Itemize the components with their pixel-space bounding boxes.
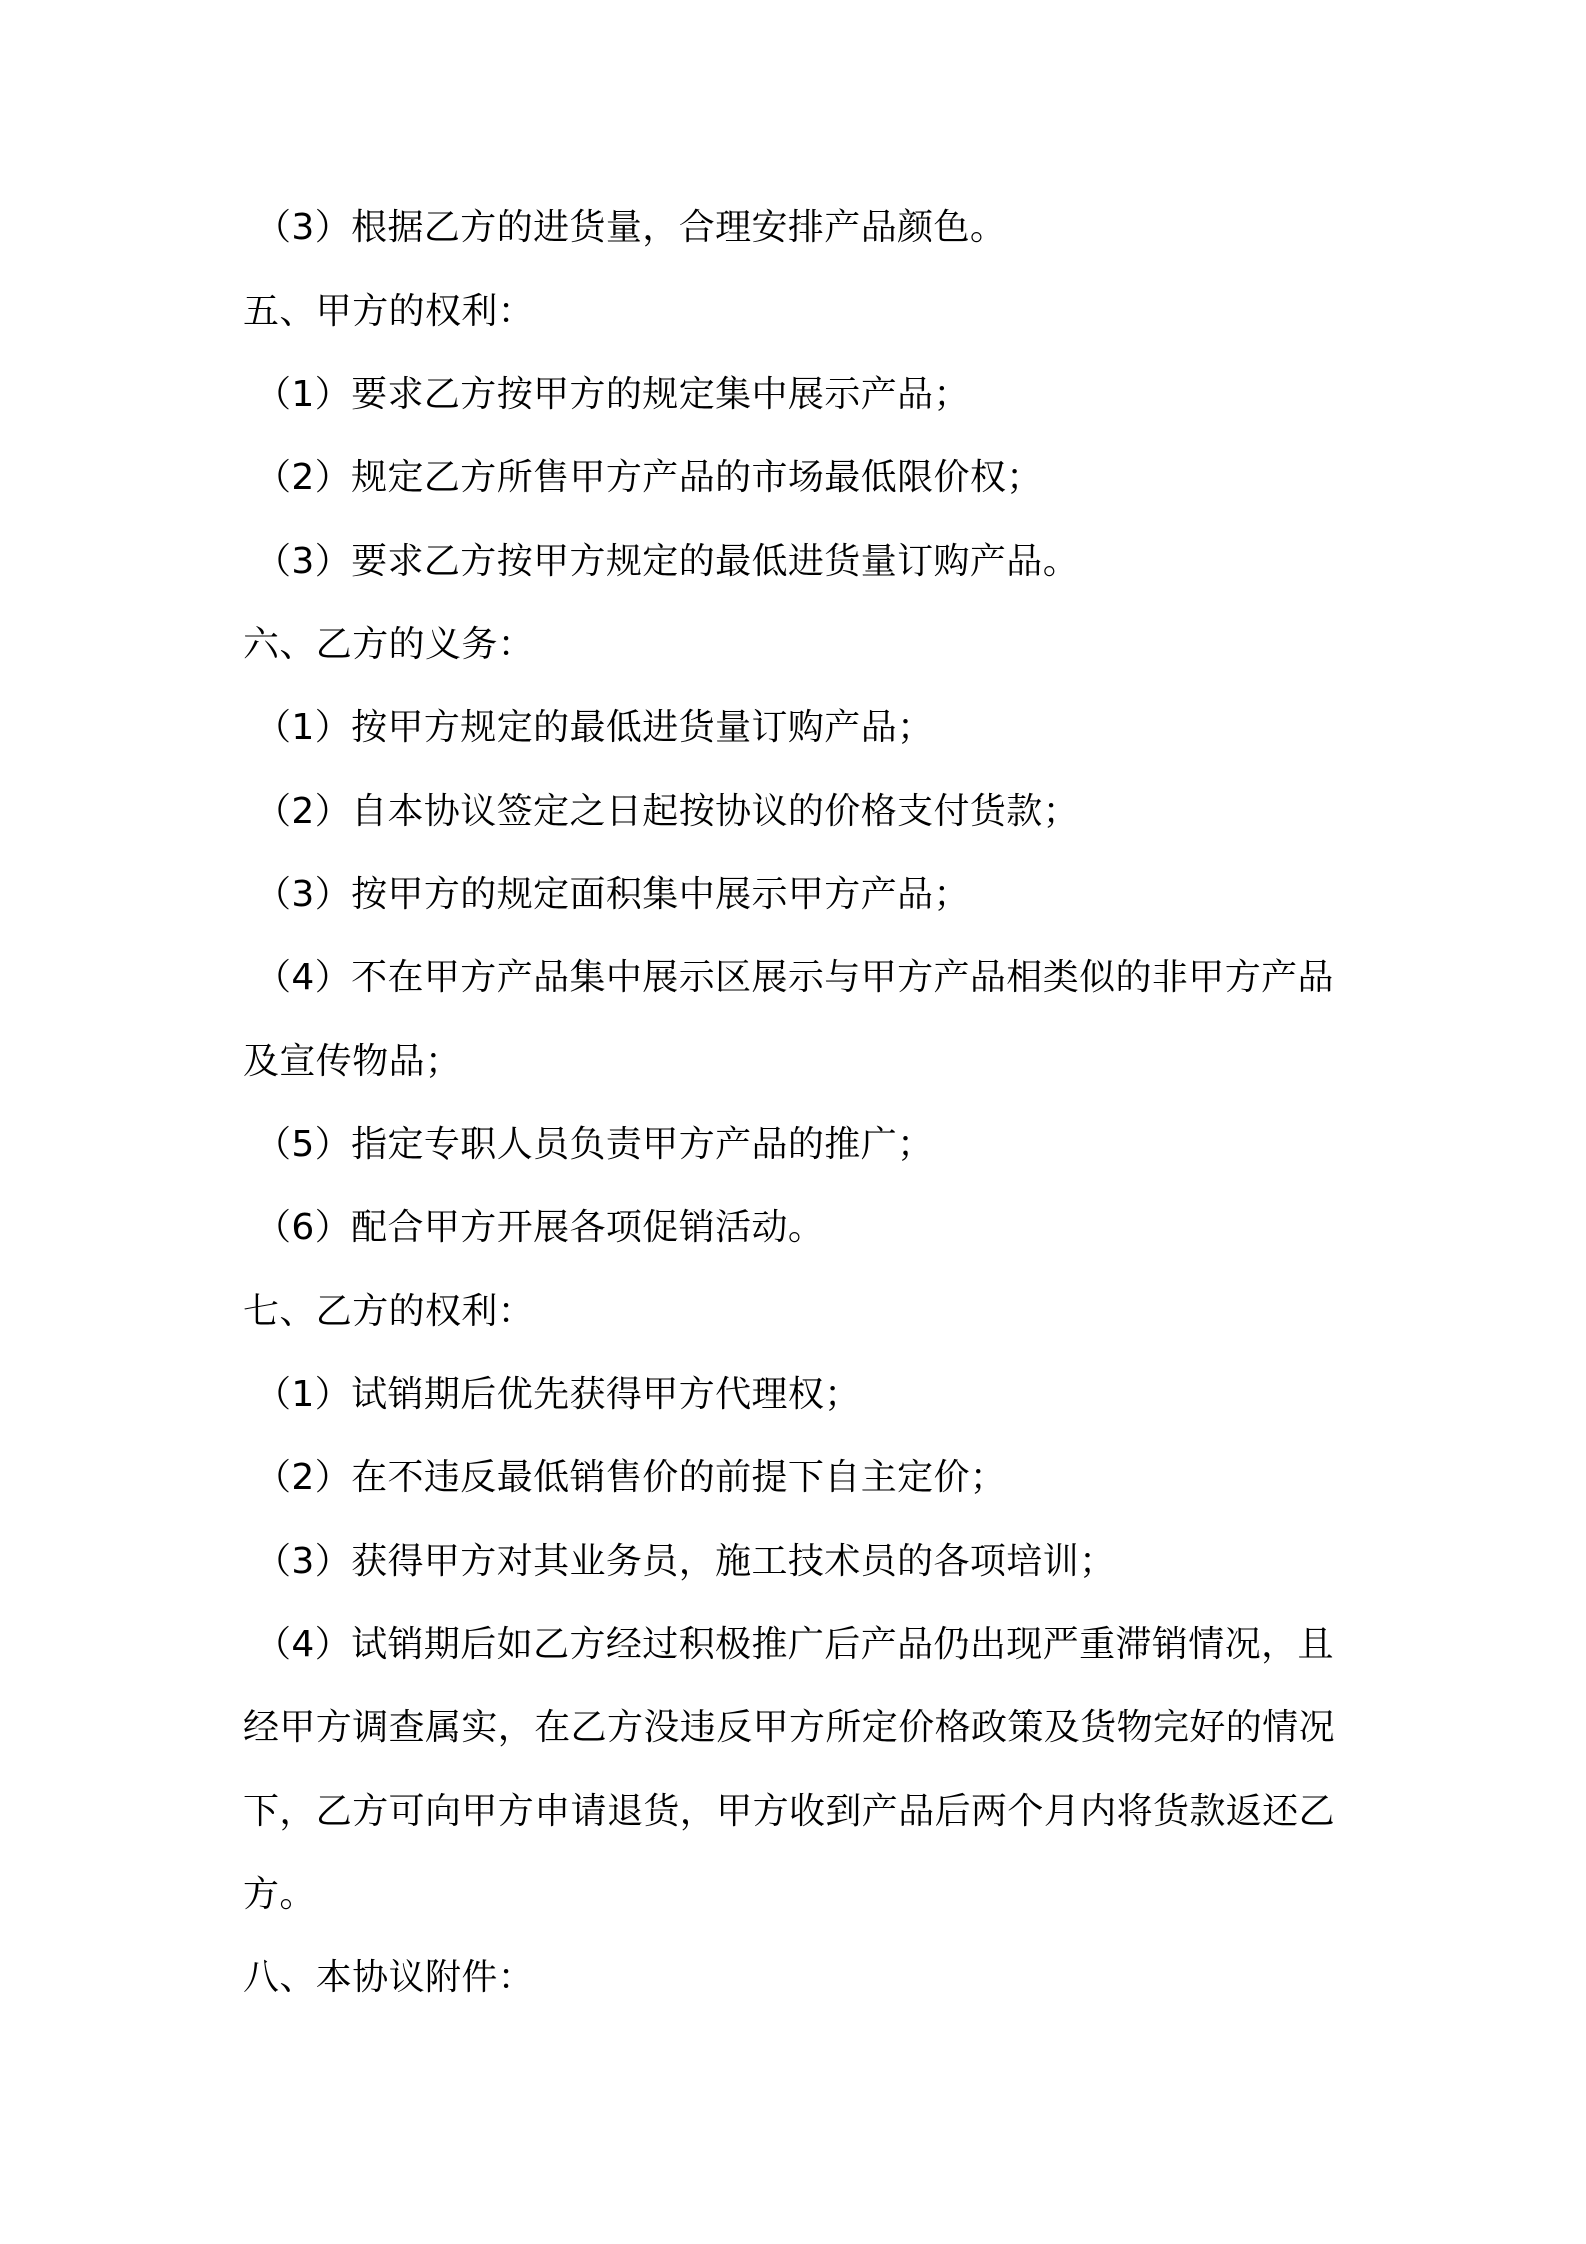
clause-continuation: 方。	[243, 1874, 316, 1915]
clause-item: （1）要求乙方按甲方的规定集中展示产品；	[255, 374, 970, 415]
clause-item: （3）根据乙方的进货量，合理安排产品颜色。	[255, 207, 1007, 248]
section-heading: 八、本协议附件：	[243, 1957, 535, 1998]
section-heading: 五、甲方的权利：	[243, 291, 535, 332]
clause-item: （2）在不违反最低销售价的前提下自主定价；	[255, 1457, 1007, 1498]
clause-item: （1）按甲方规定的最低进货量订购产品；	[255, 707, 934, 748]
clause-continuation: 下，乙方可向甲方申请退货，甲方收到产品后两个月内将货款返还乙	[243, 1791, 1336, 1832]
clause-item: （2）自本协议签定之日起按协议的价格支付货款；	[255, 791, 1080, 832]
section-heading: 六、乙方的义务：	[243, 624, 535, 665]
clause-item: （3）要求乙方按甲方规定的最低进货量订购产品。	[255, 541, 1080, 582]
clause-item: （3）获得甲方对其业务员，施工技术员的各项培训；	[255, 1541, 1116, 1582]
clause-item: （2）规定乙方所售甲方产品的市场最低限价权；	[255, 457, 1043, 498]
clause-item: （6）配合甲方开展各项促销活动。	[255, 1207, 825, 1248]
clause-item: （4）试销期后如乙方经过积极推广后产品仍出现严重滞销情况，且	[255, 1624, 1334, 1665]
clause-item: （4）不在甲方产品集中展示区展示与甲方产品相类似的非甲方产品	[255, 957, 1334, 998]
section-heading: 七、乙方的权利：	[243, 1291, 535, 1332]
clause-continuation: 及宣传物品；	[243, 1041, 462, 1082]
clause-item: （1）试销期后优先获得甲方代理权；	[255, 1374, 861, 1415]
clause-continuation: 经甲方调查属实，在乙方没违反甲方所定价格政策及货物完好的情况	[243, 1707, 1336, 1748]
clause-item: （5）指定专职人员负责甲方产品的推广；	[255, 1124, 934, 1165]
clause-item: （3）按甲方的规定面积集中展示甲方产品；	[255, 874, 970, 915]
